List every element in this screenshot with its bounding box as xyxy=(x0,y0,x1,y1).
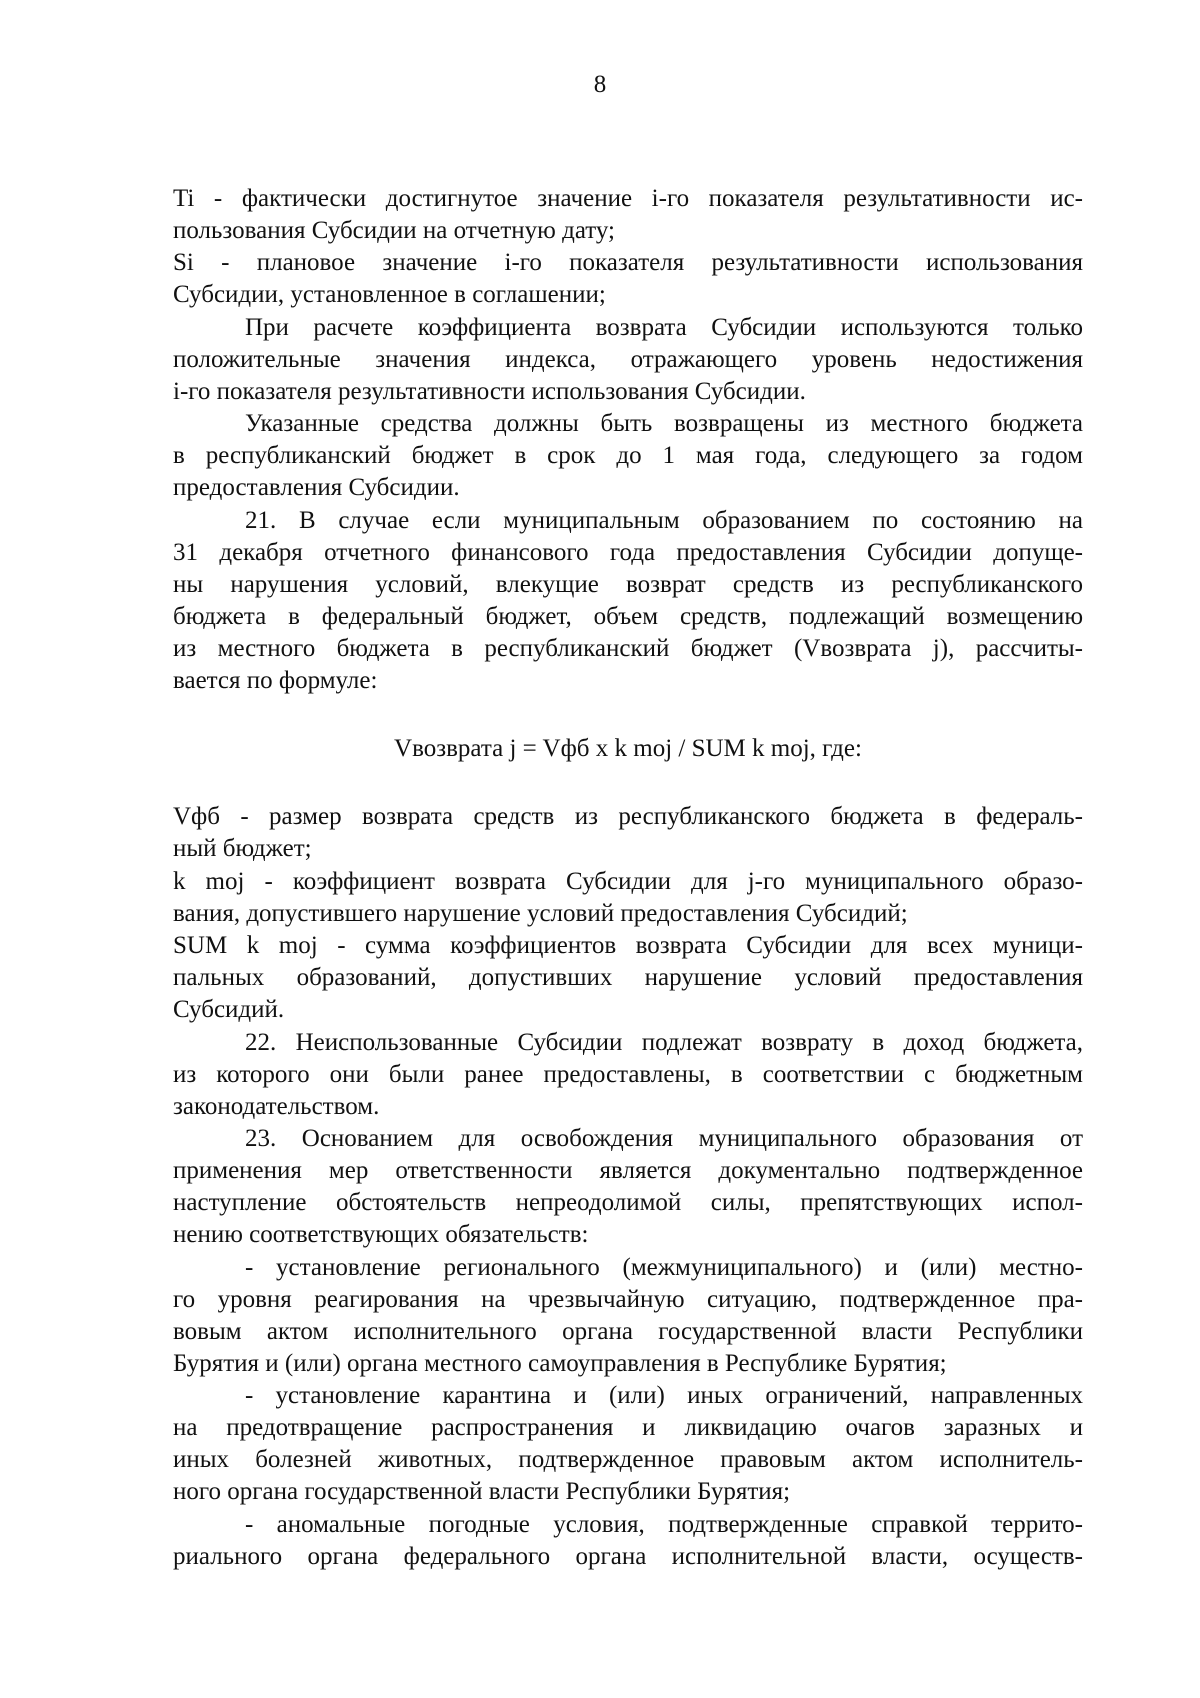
text-line xyxy=(0,1219,1200,1251)
line-text: k moj - коэффициент возврата Субсидии для j-го муниципального образо- xyxy=(173,868,1083,895)
text-line xyxy=(0,1123,1200,1155)
line-text: иных болезней животных, подтвержденное правовым актом исполнитель- xyxy=(173,1446,1083,1473)
formula-line xyxy=(0,733,1200,765)
text-line xyxy=(0,930,1200,962)
text-line xyxy=(0,1187,1200,1219)
line-text: Субсидии, установленное в соглашении; xyxy=(173,281,606,308)
text-line xyxy=(0,898,1200,930)
text-line xyxy=(0,1091,1200,1123)
line-text: на предотвращение распространения и ликвидацию очагов заразных и xyxy=(173,1414,1083,1441)
line-text: пользования Субсидии на отчетную дату; xyxy=(173,217,615,244)
text-line xyxy=(0,1284,1200,1316)
text-line xyxy=(0,962,1200,994)
text-line xyxy=(0,1476,1200,1508)
text-line xyxy=(0,1412,1200,1444)
line-text: наступление обстоятельств непреодолимой силы, препятствующих испол- xyxy=(173,1189,1083,1216)
text-line xyxy=(0,1316,1200,1348)
line-text: 21. В случае если муниципальным образованием по состоянию на xyxy=(245,507,1083,534)
line-text: При расчете коэффициента возврата Субсидии используются только xyxy=(245,314,1083,341)
text-line xyxy=(0,1027,1200,1059)
line-text: го уровня реагирования на чрезвычайную ситуацию, подтвержденное пра- xyxy=(173,1286,1083,1313)
text-line xyxy=(0,1380,1200,1412)
text-line xyxy=(0,472,1200,504)
text-line xyxy=(0,344,1200,376)
text-line xyxy=(0,866,1200,898)
line-text: ный бюджет; xyxy=(173,835,312,862)
text-line xyxy=(0,1541,1200,1573)
text-line xyxy=(0,1348,1200,1380)
line-text: ного органа государственной власти Республики Бурятия; xyxy=(173,1478,791,1505)
line-text: Бурятия и (или) органа местного самоуправления в Республике Бурятия; xyxy=(173,1350,947,1377)
text-line xyxy=(0,801,1200,833)
line-text: 23. Основанием для освобождения муниципального образования от xyxy=(245,1125,1083,1152)
line-text: из местного бюджета в республиканский бюджет (Vвозврата j), рассчиты- xyxy=(173,635,1083,662)
page-number: 8 xyxy=(593,71,607,98)
text-line xyxy=(0,505,1200,537)
text-line xyxy=(0,1252,1200,1284)
text-line xyxy=(0,215,1200,247)
line-text: Si - плановое значение i-го показателя результативности использования xyxy=(173,249,1083,276)
line-text: Указанные средства должны быть возвращены из местного бюджета xyxy=(245,410,1083,437)
line-text: бюджета в федеральный бюджет, объем средств, подлежащий возмещению xyxy=(173,603,1083,630)
text-line xyxy=(0,247,1200,279)
line-text: Vфб - размер возврата средств из республиканского бюджета в федераль- xyxy=(173,803,1083,830)
line-text: из которого они были ранее предоставлены, в соответствии с бюджетным xyxy=(173,1061,1083,1088)
text-line xyxy=(0,1155,1200,1187)
text-line xyxy=(0,376,1200,408)
text-line xyxy=(0,279,1200,311)
text-line xyxy=(0,833,1200,865)
line-text: в республиканский бюджет в срок до 1 мая года, следующего за годом xyxy=(173,442,1083,469)
line-text: вовым актом исполнительного органа государственной власти Республики xyxy=(173,1318,1083,1345)
text-line xyxy=(0,440,1200,472)
text-line xyxy=(0,537,1200,569)
line-text: SUM k moj - сумма коэффициентов возврата Субсидии для всех муници- xyxy=(173,932,1083,959)
text-line xyxy=(0,633,1200,665)
line-text: положительные значения индекса, отражающего уровень недостижения xyxy=(173,346,1083,373)
line-text: - установление регионального (межмуниципального) и (или) местно- xyxy=(245,1254,1083,1281)
line-text: - установление карантина и (или) иных ограничений, направленных xyxy=(245,1382,1083,1409)
line-text: пальных образований, допустивших нарушение условий предоставления xyxy=(173,964,1083,991)
text-line xyxy=(0,183,1200,215)
line-text: законодательством. xyxy=(173,1093,380,1120)
line-text: - аномальные погодные условия, подтвержденные справкой террито- xyxy=(245,1511,1083,1538)
line-text: риального органа федерального органа исполнительной власти, осуществ- xyxy=(173,1543,1083,1570)
formula-text: Vвозврата j = Vфб x k moj / SUM k moj, где: xyxy=(394,735,862,762)
text-line xyxy=(0,408,1200,440)
text-line xyxy=(0,1444,1200,1476)
text-line xyxy=(0,994,1200,1026)
line-text: вания, допустившего нарушение условий предоставления Субсидий; xyxy=(173,900,908,927)
text-line xyxy=(0,665,1200,697)
text-line xyxy=(0,569,1200,601)
text-line xyxy=(0,1059,1200,1091)
line-text: нению соответствующих обязательств: xyxy=(173,1221,589,1248)
line-text: ны нарушения условий, влекущие возврат средств из республиканского xyxy=(173,571,1083,598)
text-line xyxy=(0,1509,1200,1541)
line-text: 31 декабря отчетного финансового года предоставления Субсидии допуще- xyxy=(173,539,1083,566)
line-text: Субсидий. xyxy=(173,996,285,1023)
line-text: Ti - фактически достигнутое значение i-го показателя результативности ис- xyxy=(173,185,1083,212)
line-text: 22. Неиспользованные Субсидии подлежат возврату в доход бюджета, xyxy=(245,1029,1083,1056)
line-text: i-го показателя результативности использования Субсидии. xyxy=(173,378,806,405)
text-line xyxy=(0,312,1200,344)
line-text: применения мер ответственности является документально подтвержденное xyxy=(173,1157,1083,1184)
line-text: предоставления Субсидии. xyxy=(173,474,460,501)
text-line xyxy=(0,601,1200,633)
line-text: вается по формуле: xyxy=(173,667,378,694)
